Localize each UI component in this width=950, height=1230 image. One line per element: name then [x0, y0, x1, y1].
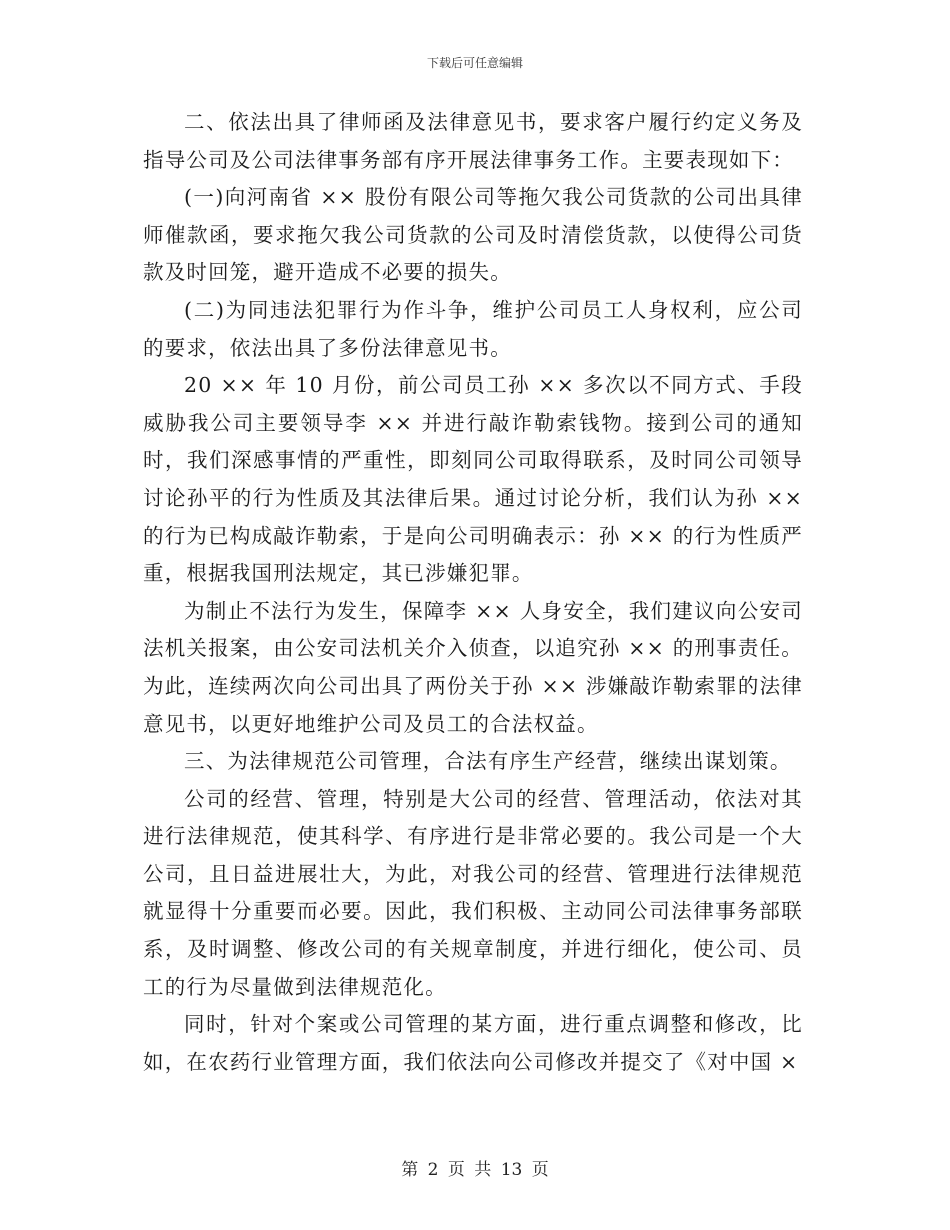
- paragraph-section-two-heading: 二、依法出具了律师函及法律意见书，要求客户履行约定义务及指导公司及公司法律事务部有序开展法律事务工作。主要表现如下：: [143, 110, 803, 172]
- paragraph-extortion-case: 20 ×× 年 10 月份，前公司员工孙 ×× 多次以不同方式、手段威胁我公司主要领导李 ×× 并进行敲诈勒索钱物。接到公司的通知时，我们深感事情的严重性，即刻同公司取得联系，及时同公司领导讨论孙平的行为性质及其法律后果。通过讨论分析，我们认为孙 ×× 的行为已构成敲诈勒索，于是向公司明确表示：孙 ×× 的行为性质严重，根据我国刑法规定，其已涉嫌犯罪。: [143, 373, 803, 586]
- page-number: 第 2 页 共 13 页: [401, 1160, 549, 1180]
- paragraph-section-three-heading: 三、为法律规范公司管理，合法有序生产经营，继续出谋划策。: [184, 749, 792, 774]
- document-body: [143, 104, 803, 1081]
- page-header-note: 下载后可任意编辑: [426, 56, 523, 70]
- paragraph-management-regulation: 公司的经营、管理，特别是大公司的经营、管理活动，依法对其进行法律规范，使其科学、有序进行是非常必要的。我公司是一个大公司，且日益进展壮大，为此，对我公司的经营、管理进行法律规范就显得十分重要而必要。因此，我们积极、主动同公司法律事务部联系，及时调整、修改公司的有关规章制度，并进行细化，使公司、员工的行为尽量做到法律规范化。: [143, 786, 803, 999]
- paragraph-item-one: (一)向河南省 ×× 股份有限公司等拖欠我公司货款的公司出具律师催款函，要求拖欠我公司货款的公司及时清偿货款，以使得公司货款及时回笼，避开造成不必要的损失。: [143, 185, 803, 285]
- paragraph-legal-opinion: 为制止不法行为发生，保障李 ×× 人身安全，我们建议向公安司法机关报案，由公安司法机关介入侦查，以追究孙 ×× 的刑事责任。为此，连续两次向公司出具了两份关于孙 ×× 涉嫌敲诈勒索罪的法律意见书，以更好地维护公司及员工的合法权益。: [143, 598, 803, 736]
- paragraph-pesticide-industry: 同时，针对个案或公司管理的某方面，进行重点调整和修改，比如，在农药行业管理方面，我们依法向公司修改并提交了《对中国 ×: [143, 1012, 803, 1074]
- paragraph-item-two: (二)为同违法犯罪行为作斗争，维护公司员工人身权利，应公司的要求，依法出具了多份法律意见书。: [143, 297, 803, 360]
